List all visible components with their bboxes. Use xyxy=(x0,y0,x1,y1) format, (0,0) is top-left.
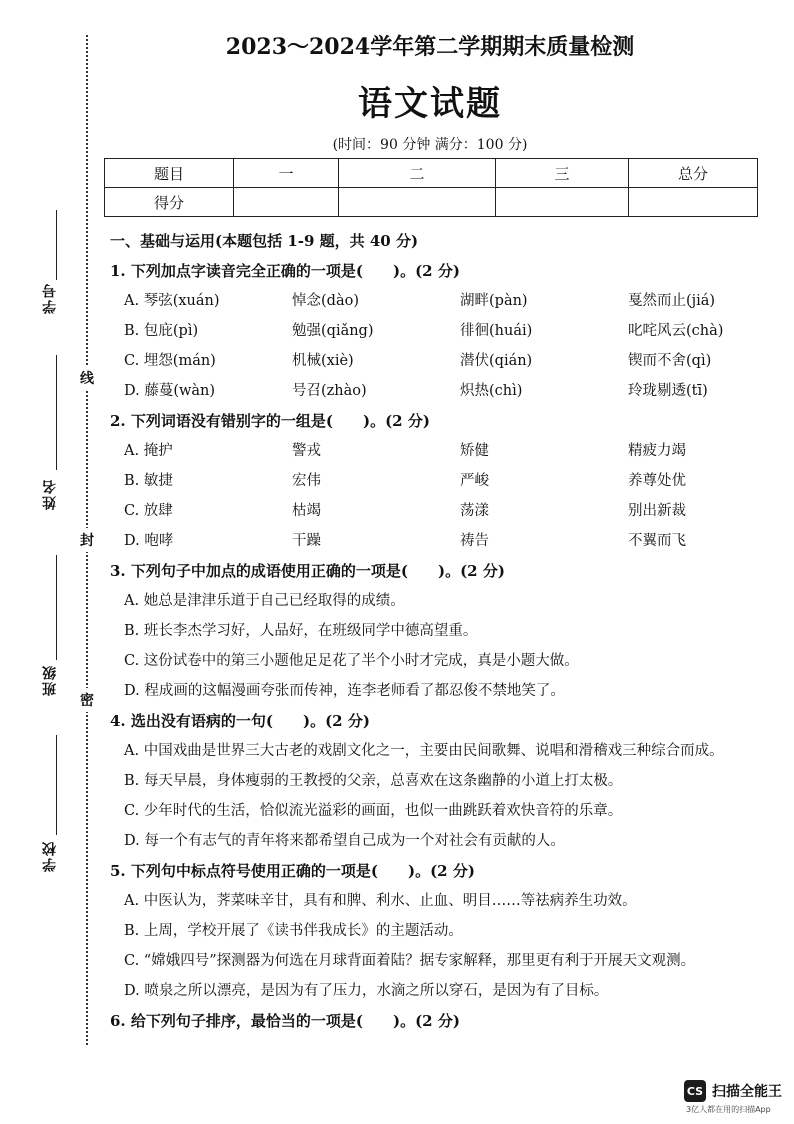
option-cell: 潜伏(qián) xyxy=(460,353,533,369)
option-line: D. 每一个有志气的青年将来都希望自己成为一个对社会有贡献的人。 xyxy=(124,833,565,849)
option-cell: 锲而不舍(qì) xyxy=(628,353,712,369)
seal-char-line: 线 xyxy=(80,366,94,390)
score-cell[interactable] xyxy=(629,188,758,217)
option-line: B. 班长李杰学习好，人品好，在班级同学中德高望重。 xyxy=(124,623,478,639)
option-cell: B. 敏捷 xyxy=(124,473,173,489)
option-cell: 警戎 xyxy=(292,443,321,459)
question-stem: 3. 下列句子中加点的成语使用正确的一项是( )。(2 分) xyxy=(110,562,505,580)
option-cell: 干躁 xyxy=(292,533,321,549)
option-cell: 徘徊(huái) xyxy=(460,323,533,339)
seal-char-seal: 封 xyxy=(80,528,94,552)
option-line: B. 每天早晨，身体瘦弱的王教授的父亲，总喜欢在这条幽静的小道上打太极。 xyxy=(124,773,623,789)
option-cell: 戛然而止(jiá) xyxy=(628,293,716,309)
score-header-cell: 题目 xyxy=(105,159,234,188)
score-table-score-row xyxy=(105,188,758,217)
option-cell: 宏伟 xyxy=(292,473,321,489)
option-cell: 号召(zhào) xyxy=(292,383,367,399)
option-line: D. 程成画的这幅漫画夸张而传神，连李老师看了都忍俊不禁地笑了。 xyxy=(124,683,565,699)
question-options xyxy=(110,436,770,556)
option-line: C. “嫦娥四号”探测器为何选在月球背面着陆？据专家解释，那里更有利于开展天文观测。 xyxy=(124,953,696,969)
school-line[interactable] xyxy=(56,735,57,835)
option-line: C. 少年时代的生活，恰似流光溢彩的画面，也似一曲跳跃着欢快音符的乐章。 xyxy=(124,803,623,819)
option-cell: D. 咆哮 xyxy=(124,533,174,549)
option-cell: 悼念(dào) xyxy=(292,293,359,309)
question-stem: 6. 给下列句子排序，最恰当的一项是( )。(2 分) xyxy=(110,1012,460,1030)
scanner-slogan: 3亿人都在用的扫描App xyxy=(686,1105,771,1114)
student-id-label: 学号 xyxy=(42,282,58,314)
option-cell: 荡漾 xyxy=(460,503,489,519)
score-header-cell: 总分 xyxy=(629,159,758,188)
exam-info: (时间：90 分钟 满分：100 分) xyxy=(332,137,528,153)
student-id-line[interactable] xyxy=(56,210,57,280)
question-stem: 2. 下列词语没有错别字的一组是( )。(2 分) xyxy=(110,412,430,430)
exam-term-title: 2023～2024学年第二学期期末质量检测 xyxy=(225,34,635,60)
option-cell: A. 琴弦(xuán) xyxy=(124,293,220,309)
school-label: 学校 xyxy=(42,840,58,872)
option-line: D. 喷泉之所以漂亮，是因为有了压力，水滴之所以穿石，是因为有了目标。 xyxy=(124,983,609,999)
option-cell: 不翼而飞 xyxy=(628,533,686,549)
question-stem: 1. 下列加点字读音完全正确的一项是( )。(2 分) xyxy=(110,262,460,280)
option-line: A. 中医认为，荠菜味辛甘，具有和脾、利水、止血、明目……等祛病养生功效。 xyxy=(124,893,637,909)
option-cell: 祷告 xyxy=(460,533,489,549)
section-heading: 一、基础与运用(本题包括 1-9 题，共 40 分) xyxy=(110,232,419,250)
name-line[interactable] xyxy=(56,355,57,470)
binding-margin xyxy=(0,0,100,1124)
option-cell: 勉强(qiǎng) xyxy=(292,323,374,339)
score-header-cell: 一 xyxy=(234,159,339,188)
camscanner-logo-icon: CS xyxy=(684,1080,706,1102)
name-label: 姓名 xyxy=(42,478,58,510)
option-cell: 机械(xiè) xyxy=(292,353,354,369)
exam-subject-title: 语文试题 xyxy=(358,84,502,124)
scanner-watermark xyxy=(684,1080,782,1102)
exam-content xyxy=(110,226,770,1036)
option-line: A. 中国戏曲是世界三大古老的戏剧文化之一，主要由民间歌舞、说唱和滑稽戏三种综合而成。 xyxy=(124,743,724,759)
score-cell[interactable] xyxy=(234,188,339,217)
score-cell[interactable] xyxy=(496,188,629,217)
option-cell: 别出新裁 xyxy=(628,503,686,519)
option-cell: 湖畔(pàn) xyxy=(460,293,528,309)
option-cell: 玲珑剔透(tī) xyxy=(628,383,708,399)
option-cell: 精疲力竭 xyxy=(628,443,686,459)
score-cell[interactable] xyxy=(339,188,496,217)
option-cell: C. 放肆 xyxy=(124,503,173,519)
option-line: A. 她总是津津乐道于自己已经取得的成绩。 xyxy=(124,593,405,609)
option-line: B. 上周，学校开展了《读书伴我成长》的主题活动。 xyxy=(124,923,463,939)
class-line[interactable] xyxy=(56,555,57,660)
option-line: C. 这份试卷中的第三小题他足足花了半个小时才完成，真是小题大做。 xyxy=(124,653,579,669)
score-table-header-row xyxy=(105,159,758,188)
option-cell: A. 掩护 xyxy=(124,443,173,459)
option-cell: D. 藤蔓(wàn) xyxy=(124,383,216,399)
scanner-app-name: 扫描全能王 xyxy=(712,1084,782,1100)
option-cell: 叱咤风云(chà) xyxy=(628,323,724,339)
score-row-label: 得分 xyxy=(105,188,234,217)
seal-char-secret: 密 xyxy=(80,688,94,712)
option-cell: B. 包庇(pì) xyxy=(124,323,199,339)
option-cell: 枯竭 xyxy=(292,503,321,519)
option-cell: 严峻 xyxy=(460,473,489,489)
score-header-cell: 三 xyxy=(496,159,629,188)
score-header-cell: 二 xyxy=(339,159,496,188)
option-cell: 矫健 xyxy=(460,443,489,459)
option-cell: 炽热(chì) xyxy=(460,383,523,399)
class-label: 班级 xyxy=(42,664,58,696)
question-stem: 4. 选出没有语病的一句( )。(2 分) xyxy=(110,712,370,730)
question-stem: 5. 下列句中标点符号使用正确的一项是( )。(2 分) xyxy=(110,862,475,880)
question-options xyxy=(110,286,770,406)
option-cell: C. 埋怨(mán) xyxy=(124,353,216,369)
option-cell: 养尊处优 xyxy=(628,473,686,489)
score-table xyxy=(104,158,758,217)
